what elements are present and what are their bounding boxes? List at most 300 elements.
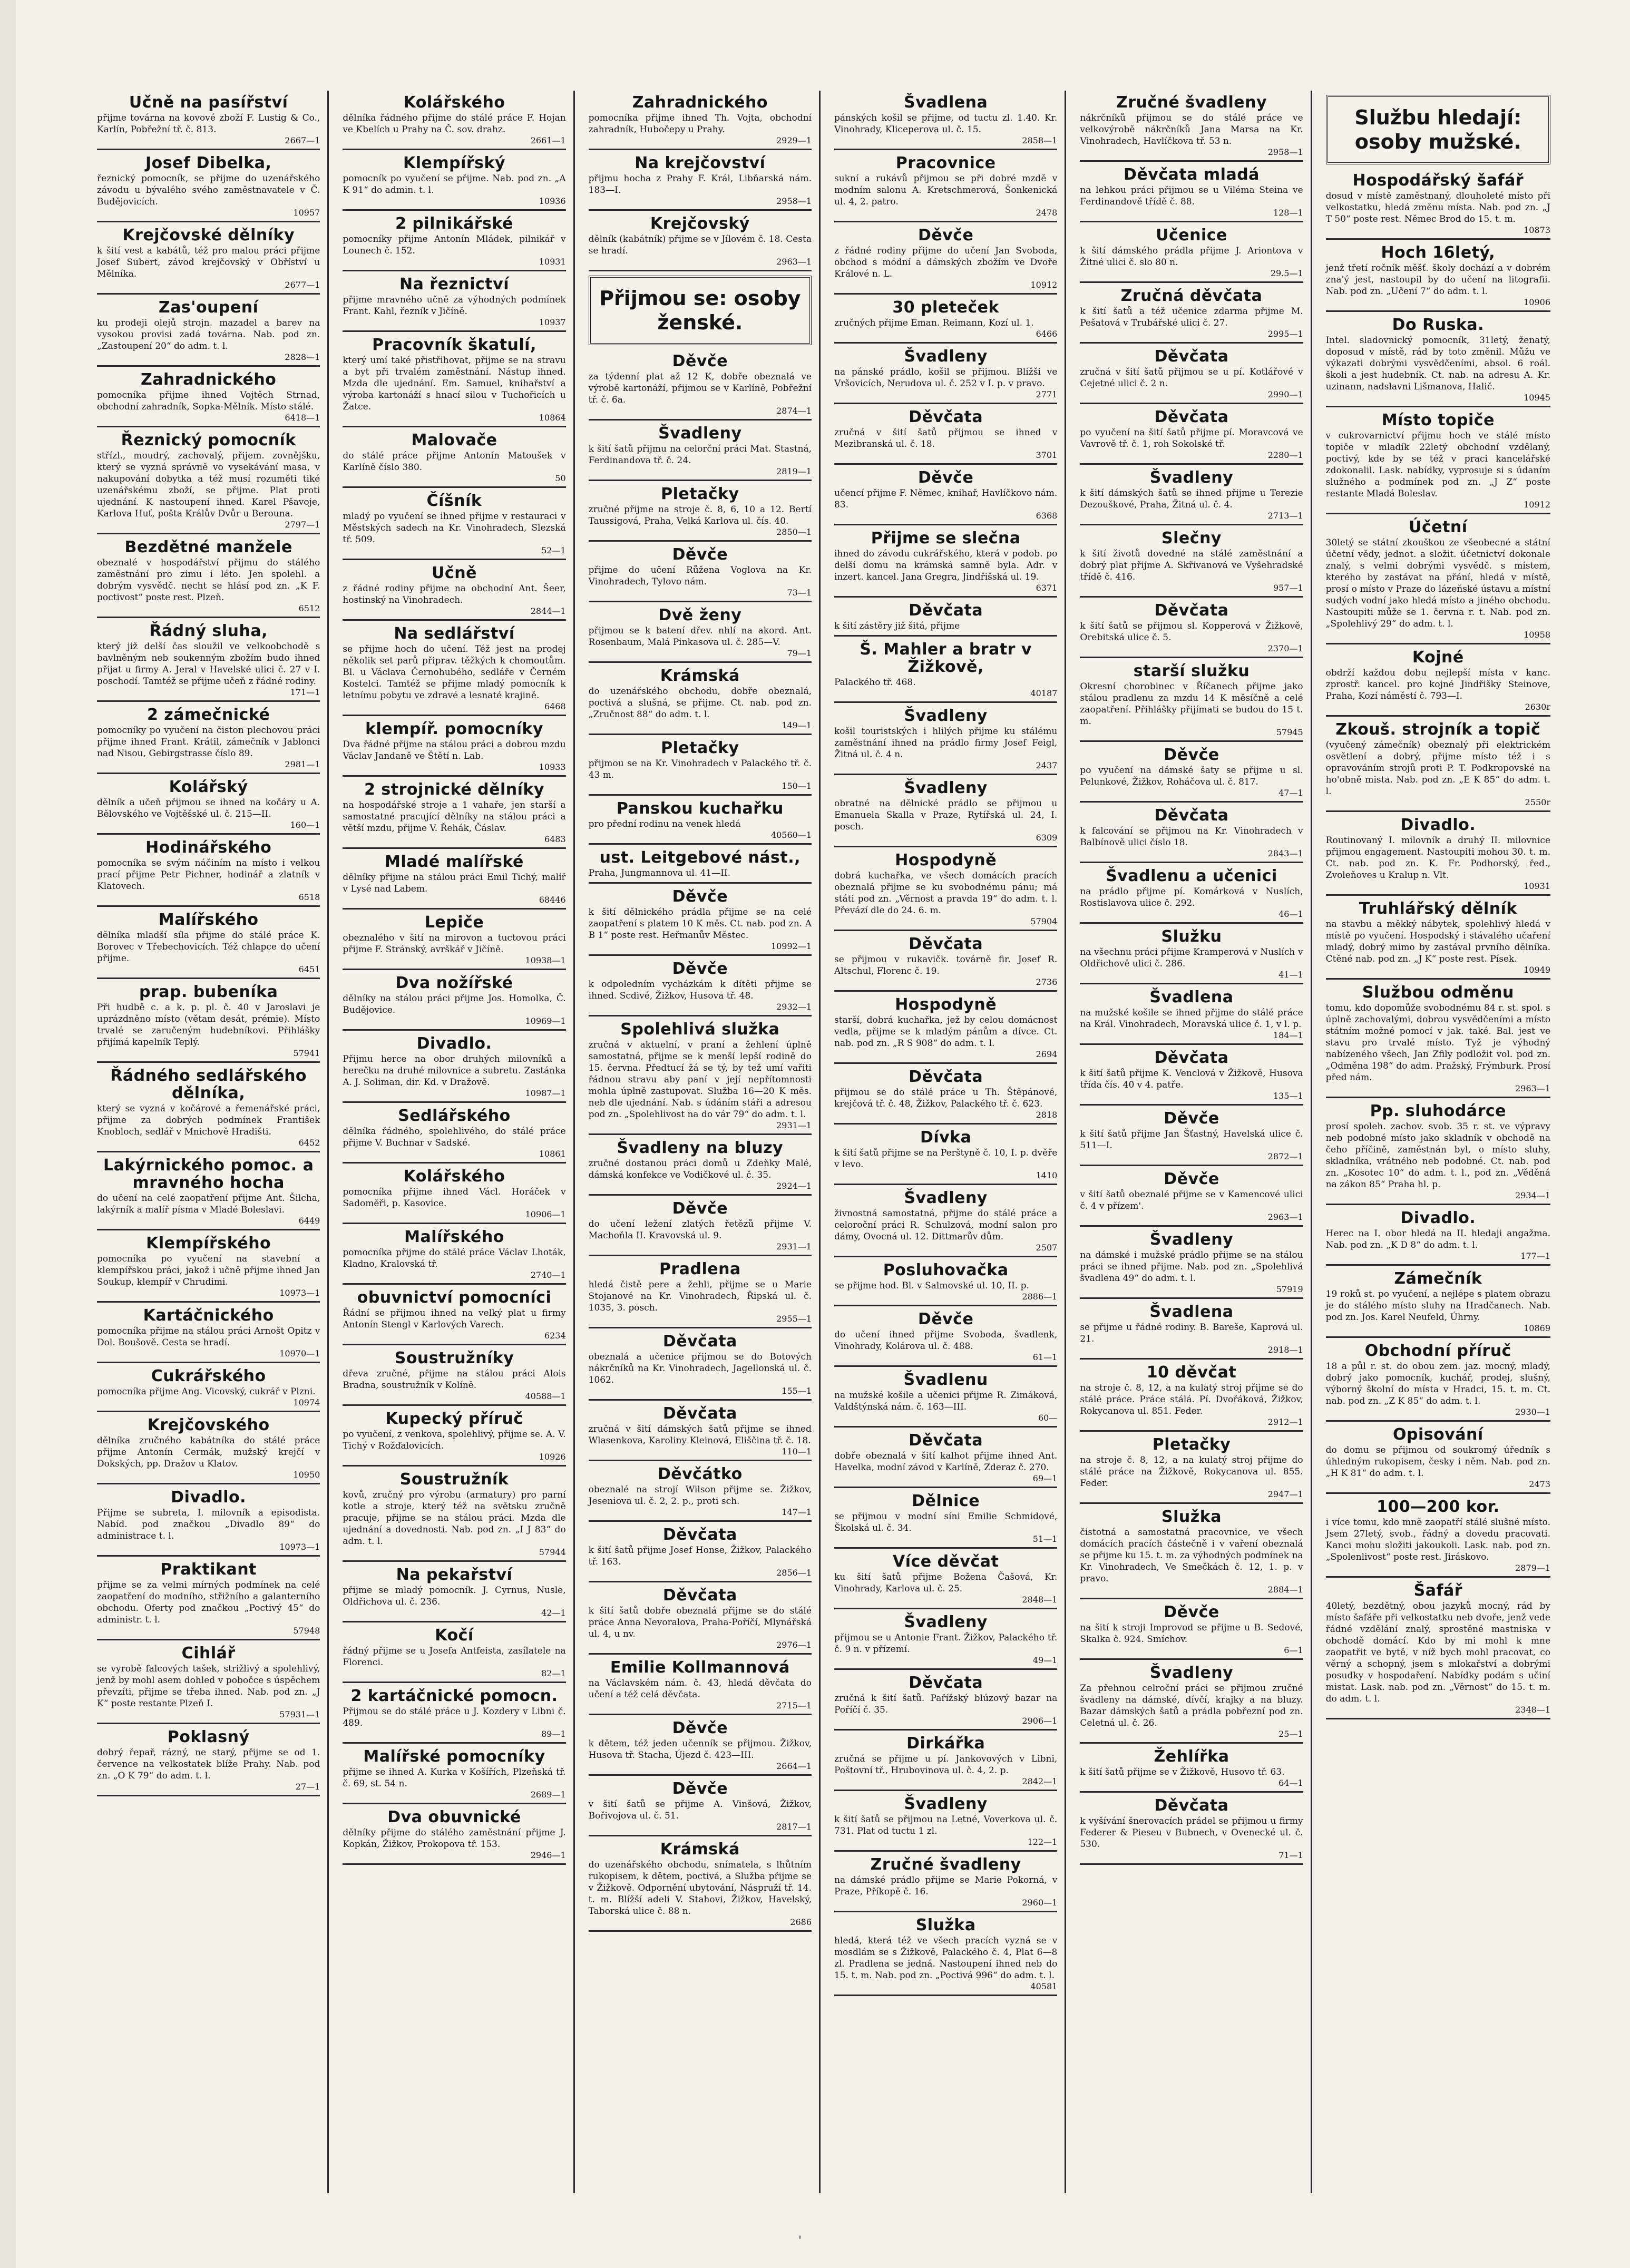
- ad-body: na dámské prádlo přijme se Marie Pokorná, v Praze, Příkopě č. 16.: [834, 1875, 1058, 1897]
- column-6: [1322, 91, 1558, 2193]
- ad-reference-number: 2736: [1036, 977, 1058, 987]
- classified-ad: [97, 622, 320, 702]
- column-1: [93, 91, 329, 2193]
- ad-reference-number: 10973—1: [279, 1542, 320, 1552]
- ad-heading: Děvčata: [909, 1431, 983, 1450]
- classified-ad: [1326, 244, 1550, 312]
- ad-heading: obuvnictví pomocníci: [357, 1288, 552, 1307]
- ad-heading: Kolářského: [403, 93, 505, 112]
- ad-reference-number: 6309: [1036, 833, 1058, 843]
- ad-reference-number: 2715—1: [776, 1700, 812, 1710]
- ad-body: který již delší čas sloužil ve velkoobchodě s bavlněným neb soukenným zbožím budo ihned přijat u firmy A. Jeral v Havelské ulici č. 27 v I. poschodí. Tamtéž se přijme učeň z řádné rodiny.: [97, 641, 320, 687]
- classified-ad: [1326, 1582, 1550, 1719]
- ad-body: dřeva zručné, přijme na stálou práci Alois Bradna, soustružník v Kolíně.: [343, 1368, 566, 1391]
- ad-reference-number: 10974: [293, 1397, 320, 1407]
- ad-reference-number: 10873: [1524, 225, 1550, 235]
- ad-reference-number: 177—1: [1520, 1251, 1550, 1261]
- ad-body: k šití šatů se přijmou sl. Kopperová v Žižkově, Orebitská ulice č. 5.: [1080, 621, 1303, 643]
- classified-ad: [343, 1107, 565, 1164]
- ad-heading: Hospodyně: [895, 995, 997, 1014]
- ad-body: jenž třetí ročník měšť. školy dochází a v dobrém zna'ý jest, nastoupil by do učení na litografii. Nab. pod zn. „Učení 7“ do adm. t. l.: [1325, 263, 1550, 297]
- ad-heading: Děvčata: [1154, 1796, 1229, 1815]
- ad-reference-number: 60—: [1038, 1413, 1058, 1423]
- ad-heading: 100—200 kor.: [1377, 1498, 1500, 1516]
- classified-ad: [1080, 1797, 1303, 1865]
- ad-body: zručná v aktuelní, v praní a žehlení úplně samostatná, přijme se k menší lepší rodině do 15. června. Předtucí žá se tý, by tež umí vařiti řádnou stravu aby paní v její nepřítomnosti mohla úplně zastupovat. Služba 16—20 K měs. neb dle ujednání. Nab. s údáním stáři a adresou pod zn. „Spolehlivost na do vár 79“ do adm. t. l.: [588, 1040, 812, 1120]
- ad-body: pomocníka přijme ihned Th. Vojta, obchodní zahradník, Hubočepy u Prahy.: [588, 113, 812, 135]
- classified-ad: [1080, 1049, 1303, 1106]
- classified-ad: [834, 1795, 1057, 1852]
- ad-reference-number: 2828—1: [285, 352, 320, 362]
- classified-ad: [834, 1189, 1057, 1257]
- classified-ad: [343, 1410, 565, 1467]
- ad-reference-number: 2995—1: [1267, 329, 1303, 339]
- ad-heading: Na pekařství: [396, 1566, 513, 1584]
- ad-reference-number: 10973—1: [279, 1288, 320, 1298]
- classified-ad: [1326, 1426, 1550, 1494]
- ad-heading: Děvče: [918, 226, 974, 245]
- ad-body: do učení ihned přijme Svoboda, švadlenk, Vinohrady, Kolárova ul. č. 488.: [834, 1329, 1058, 1352]
- ad-reference-number: 110—1: [782, 1446, 812, 1456]
- ad-heading: Š. Mahler a bratr v Žižkově,: [860, 640, 1032, 676]
- ad-body: Okresní chorobinec v Říčanech přijme jako stálou pradlenu za mzdu 14 K měsíčně a celé zaopatření. Přihlášky přijímati se budou do 15 t. m.: [1080, 681, 1303, 727]
- ad-body: k šití dělnického prádla přijme se na celé zaopatření s platem 10 K měs. Ct. nab. pod zn. A B 1“ poste rest. Heřmanův Městec.: [588, 907, 812, 941]
- ad-heading: Krámská: [660, 1840, 740, 1859]
- ad-reference-number: 2874—1: [776, 406, 812, 416]
- classified-ad: [834, 641, 1057, 703]
- ad-heading: Švadleny: [904, 1613, 988, 1631]
- ad-body: na hospodářské stroje a 1 vahaře, jen starší a samostatné pracující dělníky na stálou práci a větší mzdu, přijme V. Řehák, Čáslav.: [343, 800, 566, 834]
- classified-ad: [834, 1735, 1057, 1791]
- ad-heading: Panskou kuchařku: [616, 799, 784, 818]
- ad-reference-number: 10937: [539, 317, 566, 327]
- ad-heading: Švadleny: [1149, 468, 1234, 487]
- ad-heading: Děvče: [1164, 1170, 1219, 1188]
- ad-body: pomocníka přijme ihned Václ. Horáček v Sadoměři, p. Kasovice.: [343, 1187, 566, 1209]
- classified-ad: [1326, 412, 1550, 514]
- ad-reference-number: 10906: [1524, 297, 1550, 307]
- ad-reference-number: 40588—1: [525, 1391, 566, 1401]
- ad-body: na Václavském nám. č. 43, hledá děvčata do učení a též celá děvčata.: [588, 1678, 812, 1700]
- ad-reference-number: 2963—1: [1515, 1083, 1550, 1093]
- classified-ad: [1080, 1110, 1303, 1166]
- ad-body: přijme mravného učně za výhodných podmínek Frant. Kahl, řezník v Jičíně.: [343, 295, 566, 317]
- ad-reference-number: 10992—1: [770, 941, 812, 951]
- classified-ad: [1080, 1748, 1303, 1793]
- ad-body: na stroje č. 8, 12, a na kulatý stroj přijme se do stálé práce. Práce stálá. Pí. Dvořáková, Žižkov, Rokycanova ul. 851. Feder.: [1080, 1383, 1303, 1416]
- ad-reference-number: 2694: [1036, 1049, 1058, 1059]
- ad-body: přijmou se u Antonie Frant. Žižkov, Palackého tř. č. 9 n. v přízemí.: [834, 1632, 1058, 1655]
- classified-ad: [343, 1687, 565, 1744]
- classified-ad: [1080, 989, 1303, 1045]
- ad-reference-number: 79—1: [787, 648, 812, 658]
- ad-body: obratné na dělnické prádlo se přijmou u Emanuela Skalla v Praze, Rytířská ul. 24, I. posch.: [834, 798, 1058, 832]
- ad-reference-number: 6368: [1036, 511, 1058, 521]
- ad-reference-number: 40560—1: [770, 830, 812, 840]
- ad-reference-number: 2884—1: [1267, 1585, 1303, 1595]
- classified-ad: [834, 1262, 1057, 1306]
- ad-body: do učení ležení zlatých řetězů přijme V. Machoňla II. Kravovská ul. 9.: [588, 1219, 812, 1241]
- ad-heading: Opisování: [1392, 1425, 1483, 1444]
- ad-heading: Děvče: [672, 1719, 728, 1737]
- ad-heading: Děvče: [672, 960, 728, 978]
- ad-reference-number: 57948: [293, 1626, 320, 1636]
- column-5: [1076, 91, 1312, 2193]
- ad-body: k dětem, též jeden učenník se přijmou. Žižkov, Husova tř. Stacha, Újezd č. 423—III.: [588, 1738, 812, 1761]
- ad-body: Řádní se přijmou ihned na velký plat u firmy Antonín Stengl v Karlových Varech.: [343, 1308, 566, 1330]
- column-2: [338, 91, 574, 2193]
- ad-heading: Švadlena: [1149, 988, 1234, 1006]
- classified-ad: [343, 914, 565, 970]
- classified-ad: [589, 94, 812, 150]
- ad-reference-number: 155—1: [782, 1386, 812, 1396]
- ad-heading: Děvče: [672, 352, 728, 370]
- ad-reference-number: 2771: [1036, 389, 1058, 399]
- ad-body: střízl., moudrý, zachovalý, přijem. zovnějšku, který se vyzná správně vo vysekávání masa, v nakupování dobytka a též musí rozuměti tiké uzenářskému zboží, se přijme. Plat proti ujednání. K nastoupení ihned. Karel Pšavoje, Karlova Huť, pošta Králův Dvůr u Berouna.: [97, 451, 320, 519]
- ad-reference-number: 2664—1: [776, 1761, 812, 1771]
- ad-body: pomocníka přijme ihned Vojtěch Strnad, obchodní zahradník, Sopka-Mělník. Místo stálé.: [97, 390, 320, 412]
- ad-heading: Zahradnického: [141, 370, 277, 389]
- classified-ad: [1080, 807, 1303, 863]
- ad-heading: Dělnice: [912, 1492, 980, 1510]
- ad-reference-number: 2677—1: [285, 280, 320, 290]
- ad-body: dělníka řádného přijme do stálé práce F. Hojan ve Kbelích u Prahy na Č. sov. drahz.: [343, 113, 566, 135]
- ad-body: na prádlo přijme pí. Komárková v Nuslích, Rostislavova ulice č. 292.: [1080, 886, 1303, 908]
- ad-reference-number: 68446: [539, 895, 566, 905]
- ad-heading: Řeznický pomocník: [121, 431, 296, 449]
- ad-heading: Dvě ženy: [658, 606, 742, 624]
- classified-ad: [343, 974, 565, 1031]
- ad-reference-number: 6483: [544, 834, 566, 844]
- ad-heading: Kolářského: [403, 1167, 505, 1186]
- ad-body: ku prodeji olejů strojn. mazadel a barev na vysokou provisi zadá továrna. Nab. pod zn. „Zastoupení 20“ do adm. t. l.: [97, 318, 320, 351]
- ad-reference-number: 52—1: [541, 545, 566, 555]
- ad-body: se přijmou v modní síni Emilie Schmidové, Školská ul. č. 34.: [834, 1511, 1058, 1533]
- ad-heading: Truhlářský dělník: [1359, 900, 1517, 918]
- ad-reference-number: 2934—1: [1515, 1190, 1550, 1200]
- classified-ad: [834, 1371, 1057, 1428]
- ad-reference-number: 2932—1: [776, 1002, 812, 1012]
- ad-reference-number: 40187: [1030, 688, 1058, 698]
- ad-heading: Pletačky: [1152, 1435, 1231, 1454]
- ad-reference-number: 10931: [539, 257, 566, 267]
- classified-ad: [97, 778, 320, 835]
- ad-heading: Děvčata: [909, 1068, 983, 1086]
- classified-ad: [1326, 984, 1550, 1098]
- ad-body: se přijmou v rukavičk. továrně fir. Josef R. Altschul, Florenc č. 19.: [834, 954, 1058, 976]
- ad-heading: Pracovník škatulí,: [372, 336, 536, 354]
- ad-heading: Učenice: [1156, 226, 1227, 245]
- classified-ad: [1326, 172, 1550, 240]
- classified-ad: [97, 1367, 320, 1412]
- ad-reference-number: 6452: [298, 1138, 320, 1148]
- ad-body: mladý po vyučení se ihned přijme v restauraci v Městských sadech na Kr. Vinohradech, Slezská tř. 509.: [343, 511, 566, 545]
- ad-heading: Zručné švadleny: [1116, 93, 1267, 112]
- ad-reference-number: 2370—1: [1267, 643, 1303, 653]
- ad-body: do uzenářského obchodu, snímatela, s lhůtním rukopisem, k dětem, poctivá, a Služba přijme se v Žižkově. Odpornění ubytování, Náspruží tř. 14. t. m. Blížší adeli V. Stahovi, Žižkov, Havelský, Taborská ulice č. 88 n.: [588, 1860, 812, 1917]
- ad-reference-number: 57919: [1276, 1284, 1303, 1294]
- classified-ad: [834, 408, 1057, 465]
- ad-heading: Švadleny: [1149, 1230, 1234, 1249]
- ad-heading: Dívka: [920, 1128, 972, 1147]
- ad-heading: Pradlena: [659, 1260, 741, 1278]
- classified-ad: [97, 1561, 320, 1640]
- ad-heading: Švadleny: [904, 779, 988, 797]
- ad-heading: Děvčata: [909, 1674, 983, 1692]
- ad-reference-number: 69—1: [1032, 1473, 1058, 1483]
- classified-ad: [1080, 469, 1303, 525]
- classified-ad: [834, 1674, 1057, 1731]
- ad-body: se přijme hod. Bl. v Salmovské ul. 10, II. p.: [834, 1280, 1029, 1291]
- ad-reference-number: 10945: [1524, 393, 1550, 403]
- ad-body: k šití šatů přijme Jan Šťastný, Havelská ulice č. 511—I.: [1080, 1129, 1303, 1151]
- ad-heading: Krejčovské dělníky: [122, 226, 295, 245]
- classified-ad: [97, 983, 320, 1063]
- classified-ad: [97, 227, 320, 295]
- ad-body: přijme do učení Růžena Voglova na Kr. Vinohradech, Tylovo nám.: [588, 565, 812, 587]
- classified-ad: [343, 1035, 565, 1103]
- ad-heading: Malovače: [411, 431, 497, 449]
- ad-reference-number: 171—1: [290, 687, 320, 697]
- ad-reference-number: 10926: [539, 1452, 566, 1462]
- classified-ad: [343, 564, 565, 621]
- classified-ad: [343, 94, 565, 150]
- classified-ad: [343, 215, 565, 271]
- ad-heading: Děvčata: [1154, 347, 1229, 366]
- classified-ad: [834, 1856, 1057, 1912]
- ad-body: přijmou se na Kr. Vinohradech v Palackého tř. č. 43 m.: [588, 758, 812, 780]
- ad-reference-number: 2661—1: [530, 135, 566, 145]
- classified-ad: [1080, 1604, 1303, 1660]
- classified-ad: [834, 1129, 1057, 1185]
- ad-body: přijme se mladý pomocník. J. Cyrnus, Nusle, Oldřichova ul. č. 236.: [343, 1585, 566, 1607]
- classified-ad: [343, 492, 565, 560]
- classified-ad: [589, 1465, 812, 1522]
- classified-ad: [834, 602, 1057, 637]
- ad-heading: Mladé malířské: [385, 853, 524, 871]
- ad-body: k šití dámských šatů se ihned přijme u Terezie Dezouškové, Praha, Žitná ul. č. 4.: [1080, 488, 1303, 510]
- classified-ad: [343, 1748, 565, 1804]
- ad-reference-number: 10912: [1030, 280, 1058, 290]
- ad-body: sukní a rukávů přijmou se při dobré mzdě v modním salonu A. Kretschmerová, Šonkenická ul. 4, 2. patro.: [834, 173, 1058, 207]
- ad-heading: Zahradnického: [632, 93, 768, 112]
- classified-ad: [343, 154, 565, 211]
- ad-body: pomocníka přijme na stálou práci Arnošt Opitz v Dol. Boušově. Cesta se hradí.: [97, 1326, 320, 1348]
- ad-reference-number: 6512: [298, 603, 320, 613]
- classified-ad: [97, 911, 320, 979]
- ad-heading: Praktikant: [160, 1560, 257, 1579]
- ad-heading: Děvče: [672, 887, 728, 906]
- ad-heading: Dva nožířské: [395, 974, 513, 992]
- ad-heading: Krejčovského: [147, 1416, 270, 1434]
- section-title: Službu hledají: osoby mužské.: [1326, 95, 1550, 164]
- ad-reference-number: 10906—1: [525, 1209, 566, 1219]
- ad-body: košil touristských i hlilých přijme ku stálému zaměstnání ihned na prádlo firmy Josef Feigl, Žitná ul. č. 4 n.: [834, 726, 1058, 760]
- classified-ad: [1080, 1664, 1303, 1744]
- classified-ad: [834, 1917, 1057, 1996]
- ad-body: řádný přijme se u Josefa Antfeista, zasílatele na Florenci.: [343, 1646, 566, 1668]
- ad-reference-number: 2963—1: [1267, 1212, 1303, 1222]
- ad-heading: Lakýrnického pomoc. a mravného hocha: [103, 1156, 314, 1192]
- ad-heading: Švadlena: [1149, 1303, 1234, 1321]
- ad-body: pomocníka přijme Ang. Vicovský, cukrář v Plzni.: [97, 1386, 316, 1397]
- ad-body: k šití šatů dobře obeznalá přijme se do stálé práce Anna Nevoralova, Praha-Poříčí, Mlynářská ul. 4, u nv.: [588, 1606, 812, 1639]
- ad-heading: Zas'oupení: [158, 298, 259, 317]
- ad-heading: Dva obuvnické: [387, 1808, 521, 1826]
- ad-body: do uzenářského obchodu, dobře obeznalá, poctivá a slušná, se přijme. Ct. nab. pod zn. „Zručnost 88“ do adm. t. l.: [588, 686, 812, 720]
- ad-heading: Malířské pomocníky: [363, 1747, 545, 1766]
- ad-heading: Švadleny: [658, 424, 742, 443]
- ad-body: starší, dobrá kuchařka, jež by celou domácnost vedla, přijme se k mladým pánům a dívce. Ct. nab. pod zn. „R S 908“ do adm. t. l.: [834, 1015, 1058, 1049]
- ad-reference-number: 6—1: [1284, 1645, 1303, 1655]
- ad-body: Při hudbě c. a k. p. pl. č. 40 v Jaroslavi je uprázdněno místo (větam desát, prémie). Místo trvalé se zaručeným hudebníkovi. Přihlášky přijímá kapelník Teplý.: [97, 1002, 320, 1048]
- ad-body: na stroje č. 8, 12, a na kulatý stroj přijme do stálé práce na Žižkově, Rokycanova ul. 855. Feder.: [1080, 1455, 1303, 1489]
- ad-reference-number: 2667—1: [285, 135, 320, 145]
- scan-edge: [0, 0, 16, 2268]
- ad-reference-number: 57944: [539, 1547, 566, 1557]
- classified-ad: [1080, 746, 1303, 803]
- classified-ad: [1080, 1364, 1303, 1432]
- classified-ad: [97, 371, 320, 427]
- ad-body: do stálé práce přijme Antonín Matoušek v Karlíně číslo 380.: [343, 451, 566, 473]
- ad-heading: Švadleny: [1149, 1664, 1234, 1682]
- classified-ad: [343, 853, 565, 910]
- ad-body: učencí přijme F. Němec, knihař, Havlíčkovo nám. 83.: [834, 488, 1058, 510]
- ad-heading: 2 kartáčnické pomocn.: [350, 1687, 558, 1705]
- classified-ad: [97, 1489, 320, 1557]
- classified-ad: [97, 1157, 320, 1230]
- ad-body: dělník a učeň přijmou se ihned na kočáry u A. Bělovského ve Vojtěšské ul. č. 215—II.: [97, 797, 320, 819]
- ad-reference-number: 2918—1: [1267, 1345, 1303, 1355]
- ad-reference-number: 2879—1: [1515, 1563, 1550, 1573]
- ad-heading: Děvčata: [662, 1526, 737, 1544]
- ad-body: přijmou se k batení dřev. nhlí na akord. Ant. Rosenbaum, Malá Pinkasova ul. č. 285—V.: [588, 625, 812, 648]
- ad-body: k falcování se přijmou na Kr. Vinohradech v Balbínově ulici číslo 18.: [1080, 826, 1303, 848]
- ad-body: dělníka řádného, spolehlivého, do stálé práce přijme V. Buchnar v Sadské.: [343, 1126, 566, 1148]
- ad-reference-number: 1410: [1036, 1170, 1058, 1180]
- ad-heading: Švadleny na bluzy: [617, 1139, 784, 1157]
- classified-ad: [1326, 1209, 1550, 1266]
- ad-heading: Děvče: [918, 468, 974, 487]
- classified-ad: [589, 546, 812, 602]
- ad-heading: Do Ruska.: [1392, 316, 1485, 334]
- classified-ad: [834, 1432, 1057, 1488]
- ad-heading: Kartáčnického: [143, 1306, 274, 1325]
- ad-body: po vyučení na dámské šaty se přijme u sl. Pelunkové, Žižkov, Roháčova ul. č. 817.: [1080, 765, 1303, 787]
- classified-ad: [589, 1587, 812, 1655]
- ad-body: na stavbu a měkký nábytek, spolehlivý hledá v místě po vyučení. Hospodský i stávalého učaření mladý, dobrý mimo by zastával prvního dělníka. Ctěné nab. pod zn. „J K“ poste rest. Písek.: [1325, 919, 1550, 964]
- ad-heading: Děvčata: [1154, 408, 1229, 426]
- ad-body: Praha, Jungmannova ul. 41—II.: [588, 868, 731, 878]
- ad-reference-number: 2348—1: [1515, 1705, 1550, 1715]
- classified-ad: [97, 839, 320, 907]
- ad-reference-number: 6371: [1036, 583, 1058, 593]
- ad-reference-number: 89—1: [541, 1729, 566, 1739]
- classified-ad: [1326, 519, 1550, 644]
- ad-reference-number: 57945: [1276, 727, 1303, 737]
- ad-body: Přijmu herce na obor druhých milovníků a herečku na druhé milovnice a subretu. Zastánka A. J. Soliman, dir. Kd. v Dražově.: [343, 1054, 566, 1088]
- classified-ad: [834, 707, 1057, 775]
- ad-heading: Bezdětné manžele: [124, 538, 292, 556]
- classified-ad: [589, 849, 812, 884]
- ad-body: na všechnu práci přijme Kramperová v Nuslích v Oldřichově ulici č. 286.: [1080, 947, 1303, 969]
- ad-body: ihned do závodu cukrářského, která v podob. po delší domu na krámská samně byla. Adr. v inzert. kancel. Jana Gregra, Jindřišská ul. 19.: [834, 549, 1058, 582]
- ad-heading: Učně: [432, 564, 477, 582]
- ad-heading: Švadleny: [904, 1795, 988, 1813]
- ad-heading: Službou odměnu: [1362, 983, 1514, 1002]
- ad-reference-number: 2958—1: [776, 196, 812, 206]
- ad-body: po vyučení na šití šatů přijme pí. Moravcová ve Vavrově tř. č. 1, roh Sokolské tř.: [1080, 427, 1303, 449]
- ad-body: živnostná samostatná, přijme do stálé práce a celoroční práci R. Schulzová, modní salon pro dámy, Ovocná ul. 12. Dittmarův dům.: [834, 1208, 1058, 1242]
- ad-reference-number: 10912: [1524, 500, 1550, 510]
- ad-heading: Hospodyně: [895, 851, 997, 869]
- ad-reference-number: 2689—1: [530, 1790, 566, 1800]
- ad-heading: Emilie Kollmannová: [610, 1658, 790, 1677]
- ad-body: pánských košil se přijme, od tuctu zl. 1.40. Kr. Vinohrady, Kliceperova ul. č. 15.: [834, 113, 1058, 135]
- ad-reference-number: 10869: [1524, 1323, 1550, 1333]
- classified-ad: [1326, 900, 1550, 980]
- classified-ad: [343, 625, 565, 716]
- ad-reference-number: 2929—1: [776, 135, 812, 145]
- classified-ad: [97, 1235, 320, 1303]
- ad-heading: Soustružník: [399, 1470, 509, 1489]
- ad-heading: Děvčata: [1154, 601, 1229, 620]
- ad-reference-number: 2630r: [1525, 702, 1550, 712]
- ad-body: přijmu hocha z Prahy F. Král, Libňarská nám. 183—I.: [588, 173, 812, 195]
- ad-reference-number: 122—1: [1027, 1837, 1058, 1847]
- ad-body: k šití šatů se přijmou na Letné, Voverkova ul. č. 731. Plat od tuctu 1 zl.: [834, 1814, 1058, 1836]
- ad-reference-number: 2818: [1036, 1110, 1058, 1120]
- classified-ad: [1080, 867, 1303, 924]
- ad-body: dělníky přijme do stálého zaměstnání přijme J. Kopkán, Žižkov, Prokopova tř. 153.: [343, 1827, 566, 1850]
- ad-body: dobrý řepař, rázný, ne starý, přijme se od 1. července na velkostatek blíže Prahy. Nab. pod zn. „O K 79“ do adm. t. l.: [97, 1747, 320, 1781]
- ad-heading: Malířského: [404, 1228, 504, 1246]
- ad-reference-number: 2958—1: [1267, 147, 1303, 157]
- ad-body: pomocníky přijme Antonín Mládek, pilnikář v Lounech č. 152.: [343, 234, 566, 256]
- ad-reference-number: 41—1: [1278, 970, 1303, 980]
- ad-reference-number: 2848—1: [1022, 1595, 1058, 1605]
- ad-body: na mužské košile se ihned přijme do stálé práce na Král. Vinohradech, Moravská ulice č. 1, v l. p.: [1080, 1008, 1303, 1030]
- classified-ad: [589, 1333, 812, 1401]
- ad-reference-number: 6234: [544, 1331, 566, 1341]
- ad-reference-number: 57931—1: [279, 1709, 320, 1719]
- classified-ad: [589, 485, 812, 542]
- ad-reference-number: 29.5—1: [1270, 268, 1303, 278]
- ad-body: do domu se přijmou od soukromý úředník s úhledným rukopisem, česky i něm. Nab. pod zn. „H K 81“ do adm. t. l.: [1325, 1445, 1550, 1479]
- classified-ad: [97, 299, 320, 367]
- ad-body: po vyučení, z venkova, spolehlivý, přijme se. A. V. Tichý v Rožďalovicích.: [343, 1429, 566, 1451]
- ad-heading: Služka: [1162, 1508, 1222, 1526]
- ad-body: dobře obeznalá v šití kalhot přijme ihned Ant. Havelka, modní závod v Karlíně, Zderaz č. 270.: [834, 1451, 1058, 1473]
- ad-heading: Divadlo.: [1400, 1209, 1476, 1227]
- ad-reference-number: 10957: [293, 208, 320, 218]
- ad-body: k šití šatů přijme se v Žižkově, Husovo tř. 63.: [1080, 1767, 1285, 1777]
- ad-body: Intel. sladovnický pomocník, 31letý, ženatý, doposud v místě, rád by toto změnil. Můžu ve výkazati dobrými vysvědčeními, absol. 6 roál. školi a jest hudebník. Ct. nab. na adresu A. Kr. uzinann, nadslavni Lišmanova, Halič.: [1325, 335, 1550, 392]
- ad-body: pomocníka přijme do stálé práce Václav Lhoták, Kladno, Kralovská tř.: [343, 1247, 566, 1269]
- ad-body: k odpoledním vycházkám k dítěti přijme se ihned. Scdivé, Žižkov, Husova tř. 48.: [588, 979, 812, 1001]
- ad-body: 40letý, bezdětný, obou jazyků mocný, rád by místo šafáře při velkostatku neb dvoře, jenž vede řádné vzdělání znalý, sprostěné mastniska v obchodě domácí. Kdo by mi mohl k mne zaopatřit ve bytě, v níž bych mohl pracovat, co věrný a schopný, jsem s mlokařství a dobrými posudky v hospodaření. Nabídky podám s učiní mistat. Lask. nab. pod zn. „Věrnost“ do 15. t. m. do adm. t. l.: [1325, 1601, 1550, 1704]
- ad-body: Routinovaný I. milovník a druhý II. milovnice přijmou engagement. Nastoupiti mohou 30. t. m. Ct. nab. pod zn. K. Fr. Podhorský, řed., Zvoleňoves u Kralup n. Vlt.: [1325, 835, 1550, 881]
- classified-ad: [1326, 721, 1550, 812]
- ad-reference-number: 10861: [539, 1149, 566, 1159]
- ad-body: k šití šatů a též učenice zdarma přijme M. Pešatová v Trubářské ulici č. 27.: [1080, 306, 1303, 328]
- ad-body: Přijmou se do stálé práce u J. Kozdery v Libni č. 489.: [343, 1706, 566, 1728]
- ad-heading: Hodinářského: [145, 838, 272, 857]
- classified-ad: [343, 781, 565, 849]
- ad-heading: Divadlo.: [171, 1488, 247, 1507]
- ad-body: zručná v šití šatů přijmou se ihned v Mezibranská ul. č. 18.: [834, 427, 1058, 449]
- ad-reference-number: 2858—1: [1022, 135, 1058, 145]
